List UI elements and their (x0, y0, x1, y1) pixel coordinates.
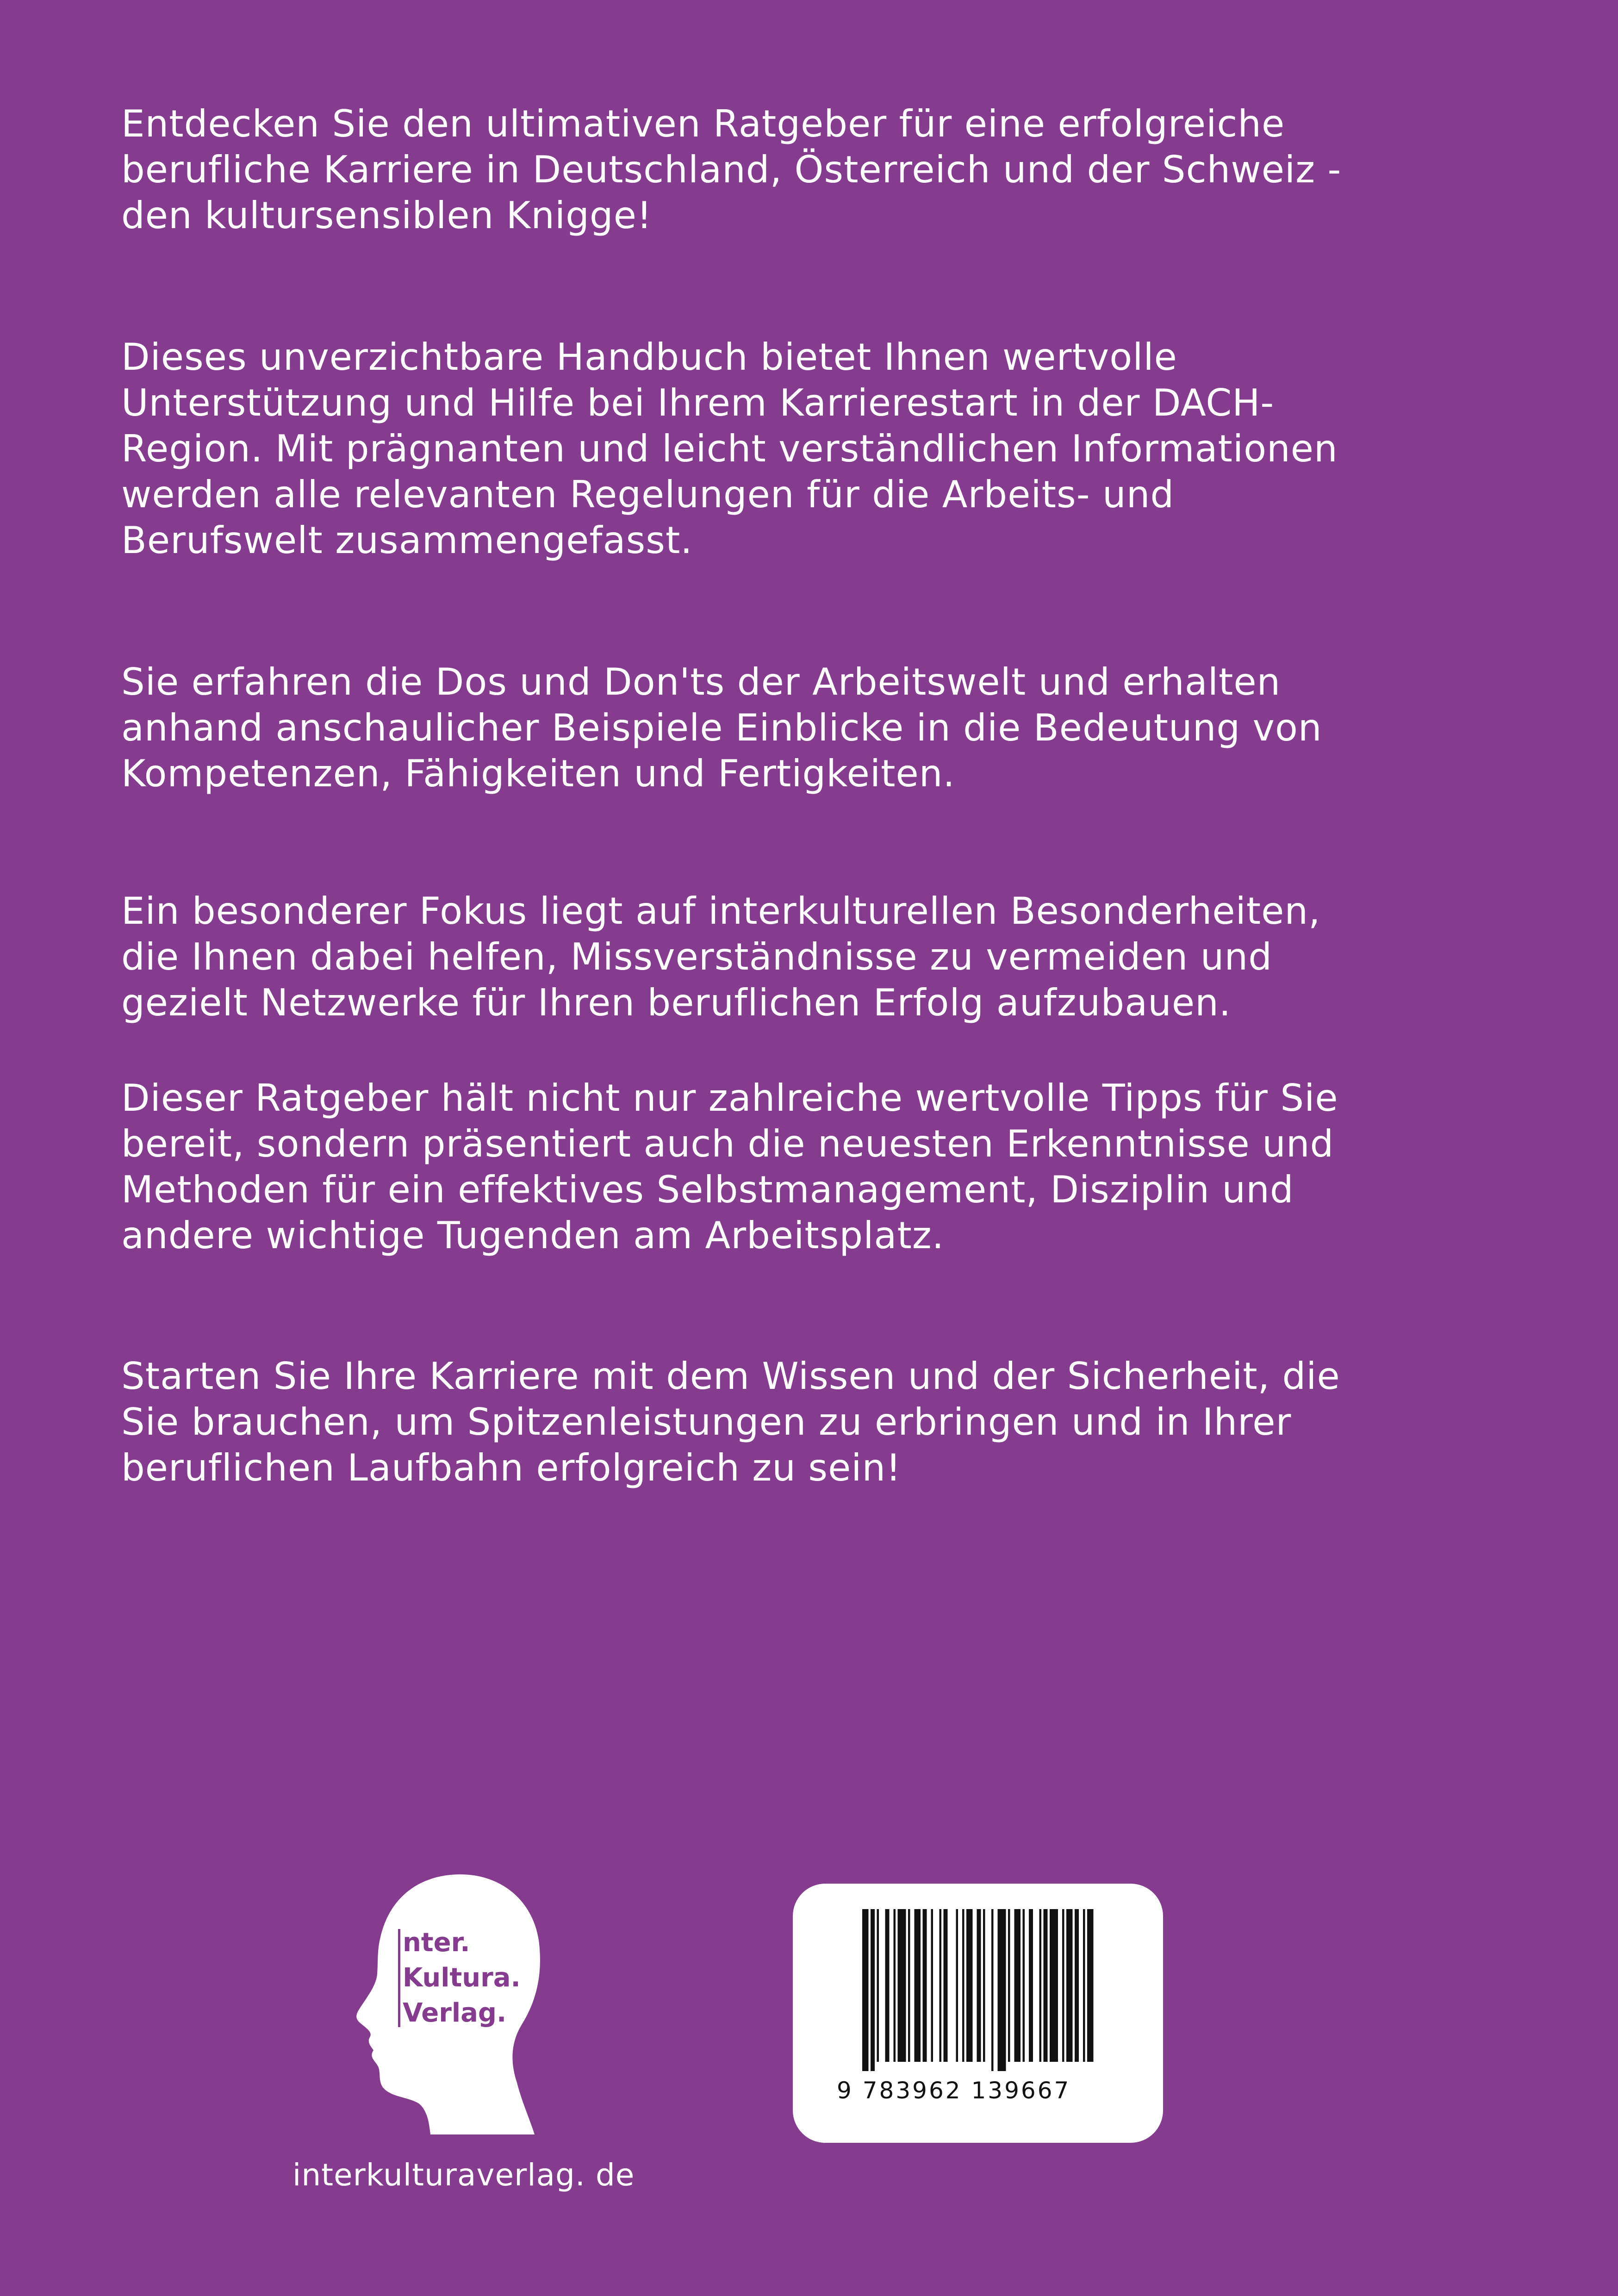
text-line: anhand anschaulicher Beispiele Einblicke in die Bedeutung von (121, 706, 1322, 749)
barcode-bar (898, 1909, 906, 2062)
barcode-bar (931, 1909, 933, 2062)
barcode-bar (991, 1909, 994, 2071)
logo-bar (398, 1929, 400, 2027)
barcode-bar (894, 1909, 896, 2062)
barcode-bar (871, 1909, 875, 2071)
barcode-bar (1066, 1909, 1073, 2062)
text-line: Berufswelt zusammengefasst. (121, 519, 693, 562)
intro-paragraph (121, 101, 1510, 238)
barcode-icon (862, 1909, 1094, 2076)
text-line: Starten Sie Ihre Karriere mit dem Wissen und der Sicherheit, die (121, 1355, 1340, 1398)
barcode-bar (1050, 1909, 1058, 2062)
dos-donts-paragraph (121, 659, 1510, 796)
text-line: Dieses unverzichtbare Handbuch bietet Ihnen wertvolle (121, 336, 1177, 379)
tips-paragraph (121, 1075, 1510, 1258)
focus-paragraph (121, 888, 1510, 1026)
barcode-bar (1023, 1909, 1025, 2062)
barcode-bar (1014, 1909, 1021, 2062)
closing-paragraph (121, 1353, 1510, 1491)
barcode-bar (1029, 1909, 1033, 2062)
barcode-bar (908, 1909, 910, 2062)
barcode-bar (1083, 1909, 1085, 2062)
logo-wordmark (403, 1925, 521, 2031)
barcode-bar (998, 1909, 1006, 2071)
barcode-bar (862, 1909, 869, 2071)
barcode-bar (962, 1909, 965, 2062)
barcode-bar (1087, 1909, 1094, 2062)
text-line: beruflichen Laufbahn erfolgreich zu sein! (121, 1446, 902, 1489)
barcode-bar (966, 1909, 973, 2062)
barcode-bar (944, 1909, 948, 2062)
text-line: Sie brauchen, um Spitzenleistungen zu erbringen und in Ihrer (121, 1400, 1292, 1444)
text-line: Unterstützung und Hilfe bei Ihrem Karrierestart in der DACH- (121, 381, 1275, 424)
logo-line: Kultura. (403, 1963, 521, 1993)
logo-line: Verlag. (403, 1998, 507, 2028)
text-line: bereit, sondern präsentiert auch die neuesten Erkenntnisse und (121, 1122, 1334, 1165)
barcode-bar (1044, 1909, 1048, 2062)
text-line: den kultursensiblen Knigge! (121, 194, 652, 237)
publisher-logo (349, 1870, 567, 2138)
text-line: andere wichtige Tugenden am Arbeitsplatz. (121, 1214, 945, 1257)
barcode-bar (940, 1909, 942, 2062)
barcode-panel (793, 1884, 1163, 2143)
logo-line: nter. (403, 1928, 470, 1958)
text-line: Region. Mit prägnanten und leicht verständlichen Informationen (121, 427, 1338, 470)
publisher-website: interkulturaverlag. de (292, 2157, 635, 2193)
barcode-bar (983, 1909, 985, 2062)
barcode-bar (923, 1909, 927, 2062)
text-line: die Ihnen dabei helfen, Missverständnisse zu vermeiden und (121, 935, 1272, 978)
text-line: berufliche Karriere in Deutschland, Österreich und der Schweiz - (121, 148, 1342, 191)
text-line: gezielt Netzwerke für Ihren beruflichen Erfolg aufzubauen. (121, 981, 1232, 1024)
barcode-bar (1039, 1909, 1042, 2062)
barcode-bar (956, 1909, 958, 2062)
text-line: werden alle relevanten Regelungen für die Arbeits- und (121, 473, 1175, 516)
barcode-bar (1062, 1909, 1064, 2062)
text-line: Sie erfahren die Dos und Don'ts der Arbeitswelt und erhalten (121, 660, 1281, 703)
text-line: Methoden für ein effektives Selbstmanagement, Disziplin und (121, 1168, 1294, 1211)
barcode-bar (1075, 1909, 1079, 2062)
barcode-bar (977, 1909, 981, 2062)
barcode-bar (915, 1909, 921, 2062)
isbn-number: 9 783962 139667 (837, 2077, 1071, 2104)
text-line: Kompetenzen, Fähigkeiten und Fertigkeiten. (121, 752, 955, 795)
handbook-paragraph (121, 334, 1510, 563)
text-line: Entdecken Sie den ultimativen Ratgeber für eine erfolgreiche (121, 102, 1285, 145)
text-line: Ein besonderer Fokus liegt auf interkulturellen Besonderheiten, (121, 890, 1321, 933)
barcode-bar (877, 1909, 879, 2062)
barcode-bar (1008, 1909, 1010, 2062)
text-line: Dieser Ratgeber hält nicht nur zahlreiche wertvolle Tipps für Sie (121, 1076, 1338, 1120)
barcode-bar (885, 1909, 890, 2062)
